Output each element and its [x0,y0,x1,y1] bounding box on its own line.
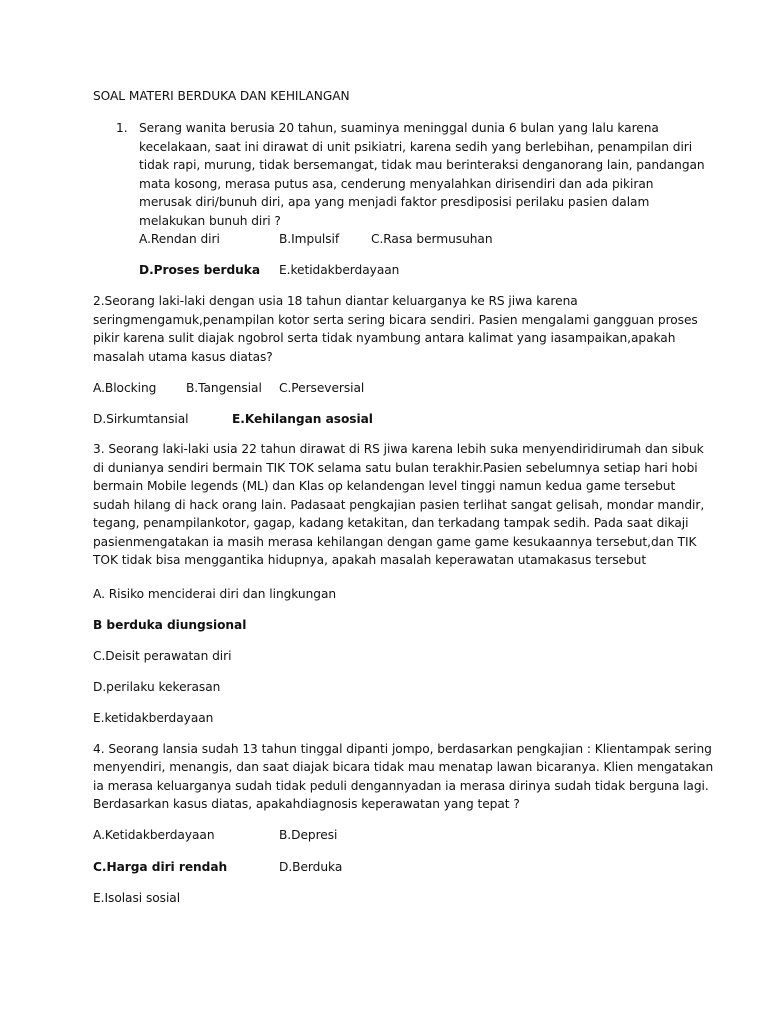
q4-line: 4. Seorang lansia sudah 13 tahun tinggal dipanti jompo, berdasarkan pengkajian : Klientampak sering [93,741,712,756]
q4-line: menyendiri, menangis, dan saat diajak bicara tidak mau menatap lawan bicaranya. Klien mengatakan [93,760,714,774]
q1-line: merusak diri/bunuh diri, apa yang menjadi faktor presdiposisi perilaku pasien dalam [139,195,650,209]
q3-line: di dunianya sendiri bermain TIK TOK selama satu bulan terakhir.Pasien sebelumnya setiap hari hobi [93,460,698,475]
q3-line: sudah hilang di hack orang lain. Padasaat pengkajian pasien terlihat sangat gelisah, mondar mandir, [93,497,705,512]
q2-option-b: B.Tangensial [186,381,262,395]
q3-line: 3. Seorang laki-laki usia 22 tahun dirawat di RS jiwa karena lebih suka menyendiridirumah dan sibuk [93,442,704,456]
q1-line: mata kosong, merasa putus asa, cenderung menyalahkan dirisendiri dan ada pikiran [139,176,654,191]
q1-line: Serang wanita berusia 20 tahun, suaminya meninggal dunia 6 bulan yang lalu karena [139,121,659,135]
q2-line: masalah utama kasus diatas? [93,349,273,364]
q4-option-b: B.Depresi [279,828,338,842]
q3-option-c: C.Deisit perawatan diri [93,648,232,663]
q2-line: pikir karena sulit diajak ngobrol serta tidak nyambung antara kalimat yang iasampaikan,apakah [93,331,676,345]
q2-line: 2.Seorang laki-laki dengan usia 18 tahun diantar keluarganya ke RS jiwa karena [93,294,578,308]
q4-option-c-answer: C.Harga diri rendah [93,859,228,874]
q2-option-e-answer: E.Kehilangan asosial [232,411,373,426]
q1-line: melakukan bunuh diri ? [139,213,281,228]
q1-option-b: B.Impulsif [279,232,340,246]
q1-option-c: C.Rasa bermusuhan [371,232,493,246]
q2-option-a: A.Blocking [93,381,157,395]
q4-line: Berdasarkan kasus diatas, apakahdiagnosis keperawatan yang tepat ? [93,797,520,811]
q3-option-a: A. Risiko menciderai diri dan lingkungan [93,586,337,601]
q3-option-d: D.perilaku kekerasan [93,679,221,694]
q4-option-e: E.Isolasi sosial [93,890,181,905]
q2-option-d: D.Sirkumtansial [93,411,189,426]
q3-option-e: E.ketidakberdayaan [93,710,214,725]
q3-line: pasienmengatakan ia masih merasa kehilangan dengan game game kesukaannya tersebut,dan TIK [93,534,697,549]
q2-option-c: C.Perseversial [279,381,365,395]
q4-option-d: D.Berduka [279,859,343,874]
q1-option-a: A.Rendan diri [139,232,220,246]
q4-option-a: A.Ketidakberdayaan [93,828,215,842]
q3-option-b-answer: B berduka diungsional [93,617,247,632]
q4-line: ia merasa keluarganya sudah tidak peduli dengannyadan ia merasa dirinya sudah tidak berguna lagi. [93,778,709,793]
q3-line: TOK tidak bisa menggantika hidupnya, apakah masalah keperawatan utamakasus tersebut [93,553,647,567]
q1-line: kecelakaan, saat ini dirawat di unit psikiatri, karena sedih yang berlebihan, penampilan diri [139,139,693,154]
q3-line: bermain Mobile legends (ML) dan Klas op kelandengan level tinggi namun kedua game tersebut [93,479,676,493]
q2-line: seringmengamuk,penampilan kotor serta sering bicara sendiri. Pasien mengalami gangguan proses [93,312,698,327]
q3-line: tegang, penampilankotor, gagap, kadang ketakitan, dan terkadang tampak sedih. Pada saat dikaji [93,516,689,530]
q1-line: tidak rapi, murung, tidak bersemangat, tidak mau berinteraksi denganorang lain, pandangan [139,158,705,172]
q1-number: 1. [116,121,128,135]
q1-option-d-answer: D.Proses berduka [139,263,261,277]
document-title: SOAL MATERI BERDUKA DAN KEHILANGAN [93,89,350,103]
q1-option-e: E.ketidakberdayaan [279,263,400,277]
